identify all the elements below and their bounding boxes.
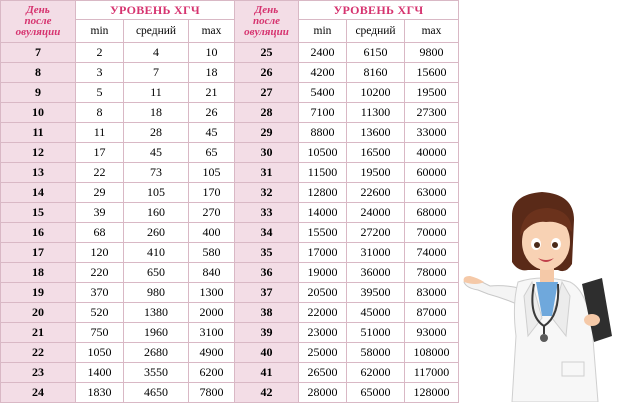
max-cell: 7800 bbox=[189, 383, 235, 403]
table-row bbox=[1, 323, 459, 343]
avg-cell: 65000 bbox=[347, 383, 405, 403]
avg-cell: 28 bbox=[124, 123, 189, 143]
avg-cell: 410 bbox=[124, 243, 189, 263]
avg-cell: 51000 bbox=[347, 323, 405, 343]
avg-cell: 27200 bbox=[347, 223, 405, 243]
header-row-top bbox=[1, 1, 459, 20]
min-cell: 28000 bbox=[299, 383, 347, 403]
min-header-right: min bbox=[299, 20, 347, 43]
max-header-left: max bbox=[189, 20, 235, 43]
day-cell: 24 bbox=[1, 383, 76, 403]
max-cell: 93000 bbox=[405, 323, 459, 343]
max-cell: 2000 bbox=[189, 303, 235, 323]
day-label-line2: после bbox=[252, 15, 281, 27]
avg-cell: 45 bbox=[124, 143, 189, 163]
avg-cell: 1960 bbox=[124, 323, 189, 343]
day-cell: 39 bbox=[235, 323, 299, 343]
max-cell: 10 bbox=[189, 43, 235, 63]
avg-header-right: средний bbox=[347, 20, 405, 43]
day-cell: 7 bbox=[1, 43, 76, 63]
day-cell: 17 bbox=[1, 243, 76, 263]
max-cell: 18 bbox=[189, 63, 235, 83]
min-cell: 750 bbox=[76, 323, 124, 343]
max-cell: 270 bbox=[189, 203, 235, 223]
max-cell: 580 bbox=[189, 243, 235, 263]
day-cell: 14 bbox=[1, 183, 76, 203]
avg-cell: 36000 bbox=[347, 263, 405, 283]
hand-right bbox=[584, 314, 600, 326]
avg-cell: 3550 bbox=[124, 363, 189, 383]
day-cell: 21 bbox=[1, 323, 76, 343]
avg-cell: 22600 bbox=[347, 183, 405, 203]
avg-cell: 160 bbox=[124, 203, 189, 223]
table-row bbox=[1, 123, 459, 143]
max-header-right: max bbox=[405, 20, 459, 43]
day-cell: 19 bbox=[1, 283, 76, 303]
min-cell: 4200 bbox=[299, 63, 347, 83]
max-cell: 21 bbox=[189, 83, 235, 103]
avg-cell: 31000 bbox=[347, 243, 405, 263]
max-cell: 4900 bbox=[189, 343, 235, 363]
max-cell: 128000 bbox=[405, 383, 459, 403]
min-cell: 7100 bbox=[299, 103, 347, 123]
min-cell: 120 bbox=[76, 243, 124, 263]
min-cell: 26500 bbox=[299, 363, 347, 383]
max-cell: 15600 bbox=[405, 63, 459, 83]
min-cell: 2400 bbox=[299, 43, 347, 63]
min-cell: 25000 bbox=[299, 343, 347, 363]
avg-cell: 13600 bbox=[347, 123, 405, 143]
avg-cell: 2680 bbox=[124, 343, 189, 363]
day-cell: 34 bbox=[235, 223, 299, 243]
neck bbox=[540, 268, 554, 282]
day-cell: 9 bbox=[1, 83, 76, 103]
day-label-line2: после bbox=[24, 15, 52, 27]
avg-cell: 58000 bbox=[347, 343, 405, 363]
day-cell: 32 bbox=[235, 183, 299, 203]
table-row bbox=[1, 203, 459, 223]
table-row bbox=[1, 163, 459, 183]
max-cell: 78000 bbox=[405, 263, 459, 283]
avg-cell: 6150 bbox=[347, 43, 405, 63]
avg-cell: 18 bbox=[124, 103, 189, 123]
avg-header-left: средний bbox=[124, 20, 189, 43]
day-cell: 28 bbox=[235, 103, 299, 123]
max-cell: 26 bbox=[189, 103, 235, 123]
table-body bbox=[1, 43, 459, 403]
day-cell: 26 bbox=[235, 63, 299, 83]
table-row bbox=[1, 143, 459, 163]
max-cell: 19500 bbox=[405, 83, 459, 103]
day-cell: 8 bbox=[1, 63, 76, 83]
day-cell: 29 bbox=[235, 123, 299, 143]
min-cell: 11500 bbox=[299, 163, 347, 183]
min-cell: 520 bbox=[76, 303, 124, 323]
min-cell: 11 bbox=[76, 123, 124, 143]
day-cell: 10 bbox=[1, 103, 76, 123]
day-label-line1: День bbox=[26, 4, 50, 16]
max-cell: 70000 bbox=[405, 223, 459, 243]
avg-cell: 4650 bbox=[124, 383, 189, 403]
day-cell: 36 bbox=[235, 263, 299, 283]
max-cell: 3100 bbox=[189, 323, 235, 343]
avg-cell: 73 bbox=[124, 163, 189, 183]
day-cell: 11 bbox=[1, 123, 76, 143]
max-cell: 105 bbox=[189, 163, 235, 183]
day-cell: 15 bbox=[1, 203, 76, 223]
avg-cell: 4 bbox=[124, 43, 189, 63]
max-cell: 40000 bbox=[405, 143, 459, 163]
max-cell: 108000 bbox=[405, 343, 459, 363]
max-cell: 400 bbox=[189, 223, 235, 243]
day-cell: 42 bbox=[235, 383, 299, 403]
min-cell: 10500 bbox=[299, 143, 347, 163]
max-cell: 117000 bbox=[405, 363, 459, 383]
day-cell: 35 bbox=[235, 243, 299, 263]
min-cell: 370 bbox=[76, 283, 124, 303]
table-row bbox=[1, 83, 459, 103]
max-cell: 6200 bbox=[189, 363, 235, 383]
day-cell: 37 bbox=[235, 283, 299, 303]
max-cell: 27300 bbox=[405, 103, 459, 123]
day-cell: 12 bbox=[1, 143, 76, 163]
min-cell: 17 bbox=[76, 143, 124, 163]
avg-cell: 8160 bbox=[347, 63, 405, 83]
table-row bbox=[1, 103, 459, 123]
max-cell: 33000 bbox=[405, 123, 459, 143]
min-cell: 19000 bbox=[299, 263, 347, 283]
hand-left bbox=[464, 276, 484, 284]
day-cell: 27 bbox=[235, 83, 299, 103]
avg-cell: 7 bbox=[124, 63, 189, 83]
min-cell: 8800 bbox=[299, 123, 347, 143]
min-cell: 2 bbox=[76, 43, 124, 63]
max-cell: 68000 bbox=[405, 203, 459, 223]
avg-cell: 11 bbox=[124, 83, 189, 103]
table-row bbox=[1, 63, 459, 83]
min-header-left: min bbox=[76, 20, 124, 43]
day-cell: 40 bbox=[235, 343, 299, 363]
table-row bbox=[1, 243, 459, 263]
table-row bbox=[1, 223, 459, 243]
day-label-line1: День bbox=[254, 4, 279, 16]
day-after-ovulation-header-right bbox=[235, 1, 299, 43]
min-cell: 5400 bbox=[299, 83, 347, 103]
max-cell: 60000 bbox=[405, 163, 459, 183]
min-cell: 1400 bbox=[76, 363, 124, 383]
min-cell: 23000 bbox=[299, 323, 347, 343]
day-cell: 13 bbox=[1, 163, 76, 183]
avg-cell: 19500 bbox=[347, 163, 405, 183]
avg-cell: 16500 bbox=[347, 143, 405, 163]
table-row bbox=[1, 363, 459, 383]
day-cell: 25 bbox=[235, 43, 299, 63]
day-label-line3: овуляции bbox=[15, 26, 61, 38]
day-cell: 30 bbox=[235, 143, 299, 163]
day-cell: 16 bbox=[1, 223, 76, 243]
avg-cell: 260 bbox=[124, 223, 189, 243]
avg-cell: 62000 bbox=[347, 363, 405, 383]
max-cell: 170 bbox=[189, 183, 235, 203]
min-cell: 14000 bbox=[299, 203, 347, 223]
min-cell: 29 bbox=[76, 183, 124, 203]
max-cell: 840 bbox=[189, 263, 235, 283]
max-cell: 87000 bbox=[405, 303, 459, 323]
min-cell: 17000 bbox=[299, 243, 347, 263]
table-row bbox=[1, 283, 459, 303]
day-cell: 23 bbox=[1, 363, 76, 383]
avg-cell: 45000 bbox=[347, 303, 405, 323]
table-row bbox=[1, 383, 459, 403]
max-cell: 65 bbox=[189, 143, 235, 163]
stethoscope-head bbox=[540, 334, 548, 342]
day-cell: 20 bbox=[1, 303, 76, 323]
avg-cell: 11300 bbox=[347, 103, 405, 123]
day-cell: 31 bbox=[235, 163, 299, 183]
avg-cell: 105 bbox=[124, 183, 189, 203]
min-cell: 1050 bbox=[76, 343, 124, 363]
min-cell: 220 bbox=[76, 263, 124, 283]
max-cell: 1300 bbox=[189, 283, 235, 303]
day-cell: 22 bbox=[1, 343, 76, 363]
max-cell: 45 bbox=[189, 123, 235, 143]
table-row bbox=[1, 263, 459, 283]
avg-cell: 24000 bbox=[347, 203, 405, 223]
day-cell: 33 bbox=[235, 203, 299, 223]
table-row bbox=[1, 43, 459, 63]
table-row bbox=[1, 303, 459, 323]
max-cell: 74000 bbox=[405, 243, 459, 263]
min-cell: 1830 bbox=[76, 383, 124, 403]
max-cell: 83000 bbox=[405, 283, 459, 303]
table-row bbox=[1, 183, 459, 203]
table-row bbox=[1, 343, 459, 363]
hcg-level-header-right: УРОВЕНЬ ХГЧ bbox=[299, 1, 459, 20]
day-cell: 41 bbox=[235, 363, 299, 383]
max-cell: 63000 bbox=[405, 183, 459, 203]
day-cell: 18 bbox=[1, 263, 76, 283]
day-cell: 38 bbox=[235, 303, 299, 323]
avg-cell: 980 bbox=[124, 283, 189, 303]
min-cell: 22 bbox=[76, 163, 124, 183]
avg-cell: 650 bbox=[124, 263, 189, 283]
min-cell: 12800 bbox=[299, 183, 347, 203]
day-label-line3: овуляции bbox=[244, 26, 289, 38]
min-cell: 39 bbox=[76, 203, 124, 223]
min-cell: 68 bbox=[76, 223, 124, 243]
avg-cell: 1380 bbox=[124, 303, 189, 323]
avg-cell: 39500 bbox=[347, 283, 405, 303]
min-cell: 15500 bbox=[299, 223, 347, 243]
hcg-level-header-left: УРОВЕНЬ ХГЧ bbox=[76, 1, 235, 20]
max-cell: 9800 bbox=[405, 43, 459, 63]
min-cell: 20500 bbox=[299, 283, 347, 303]
min-cell: 8 bbox=[76, 103, 124, 123]
min-cell: 5 bbox=[76, 83, 124, 103]
avg-cell: 10200 bbox=[347, 83, 405, 103]
doctor-illustration bbox=[462, 186, 623, 402]
min-cell: 22000 bbox=[299, 303, 347, 323]
min-cell: 3 bbox=[76, 63, 124, 83]
day-after-ovulation-header-left bbox=[1, 1, 76, 43]
